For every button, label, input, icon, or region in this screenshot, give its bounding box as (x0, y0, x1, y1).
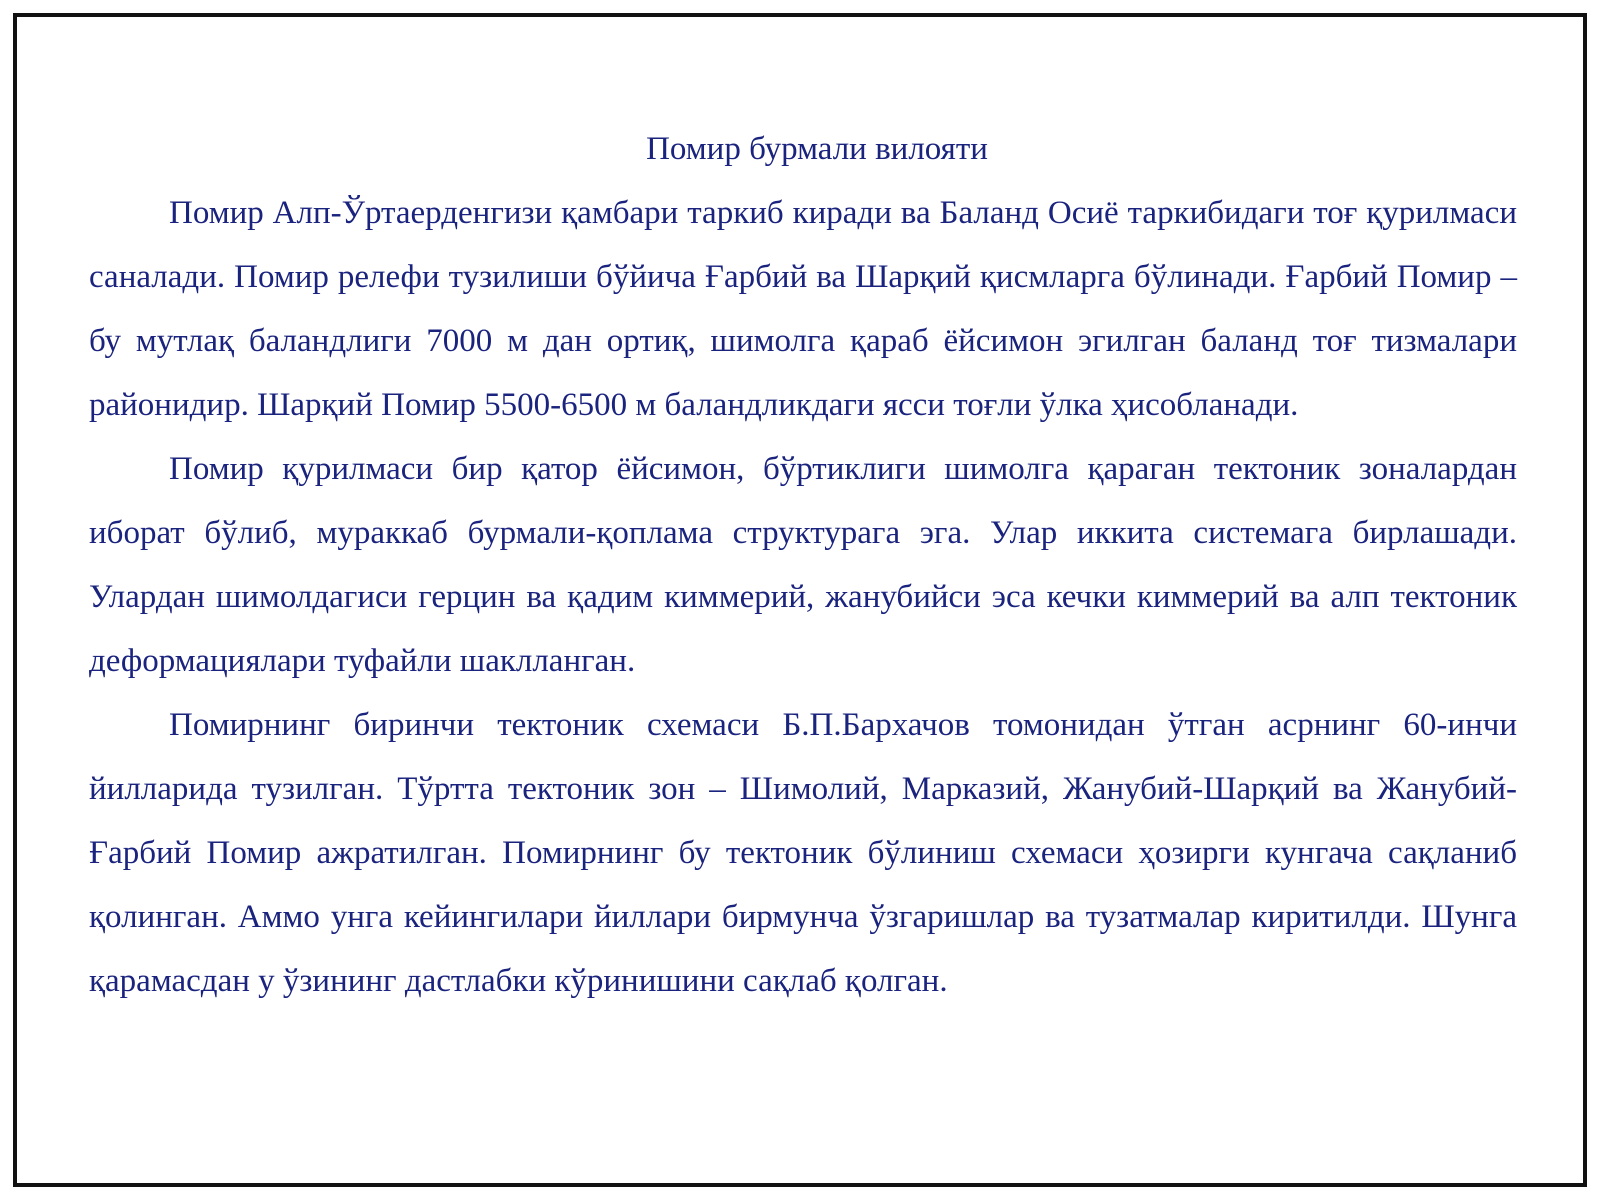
slide-content (89, 117, 1517, 1013)
slide-title: Помир бурмали вилояти (646, 131, 988, 167)
paragraph-2: Помир қурилмаси бир қатор ёйсимон, бўртиклиги шимолга қараган тектоник зоналардан иборат бўлиб, мураккаб бурмали-қоплама структурага эга. Улар иккита системага бирлашади. Улардан шимолдагиси герцин ва қадим киммерий, жанубийси эса кечки киммерий ва алп тектоник деформациялари туфайли шаклланган. (89, 451, 1517, 679)
paragraph-1: Помир Алп-Ўртаерденгизи қамбари таркиб киради ва Баланд Осиё таркибидаги тоғ қурилмаси саналади. Помир релефи тузилиши бўйича Ғарбий ва Шарқий қисмларга бўлинади. Ғарбий Помир – бу мутлақ баландлиги 7000 м дан ортиқ, шимолга қараб ёйсимон эгилган баланд тоғ тизмалари районидир. Шарқий Помир 5500-6500 м баландликдаги ясси тоғли ўлка ҳисобланади. (89, 195, 1517, 423)
paragraph-3: Помирнинг биринчи тектоник схемаси Б.П.Бархачов томонидан ўтган асрнинг 60-инчи йилларида тузилган. Тўртта тектоник зон – Шимолий, Марказий, Жанубий-Шарқий ва Жанубий-Ғарбий Помир ажратилган. Помирнинг бу тектоник бўлиниш схемаси ҳозирги кунгача сақланиб қолинган. Аммо унга кейингилари йиллари бирмунча ўзгаришлар ва тузатмалар киритилди. Шунга қарамасдан у ўзининг дастлабки кўринишини сақлаб қолган. (89, 707, 1517, 999)
slide-frame (13, 13, 1587, 1187)
